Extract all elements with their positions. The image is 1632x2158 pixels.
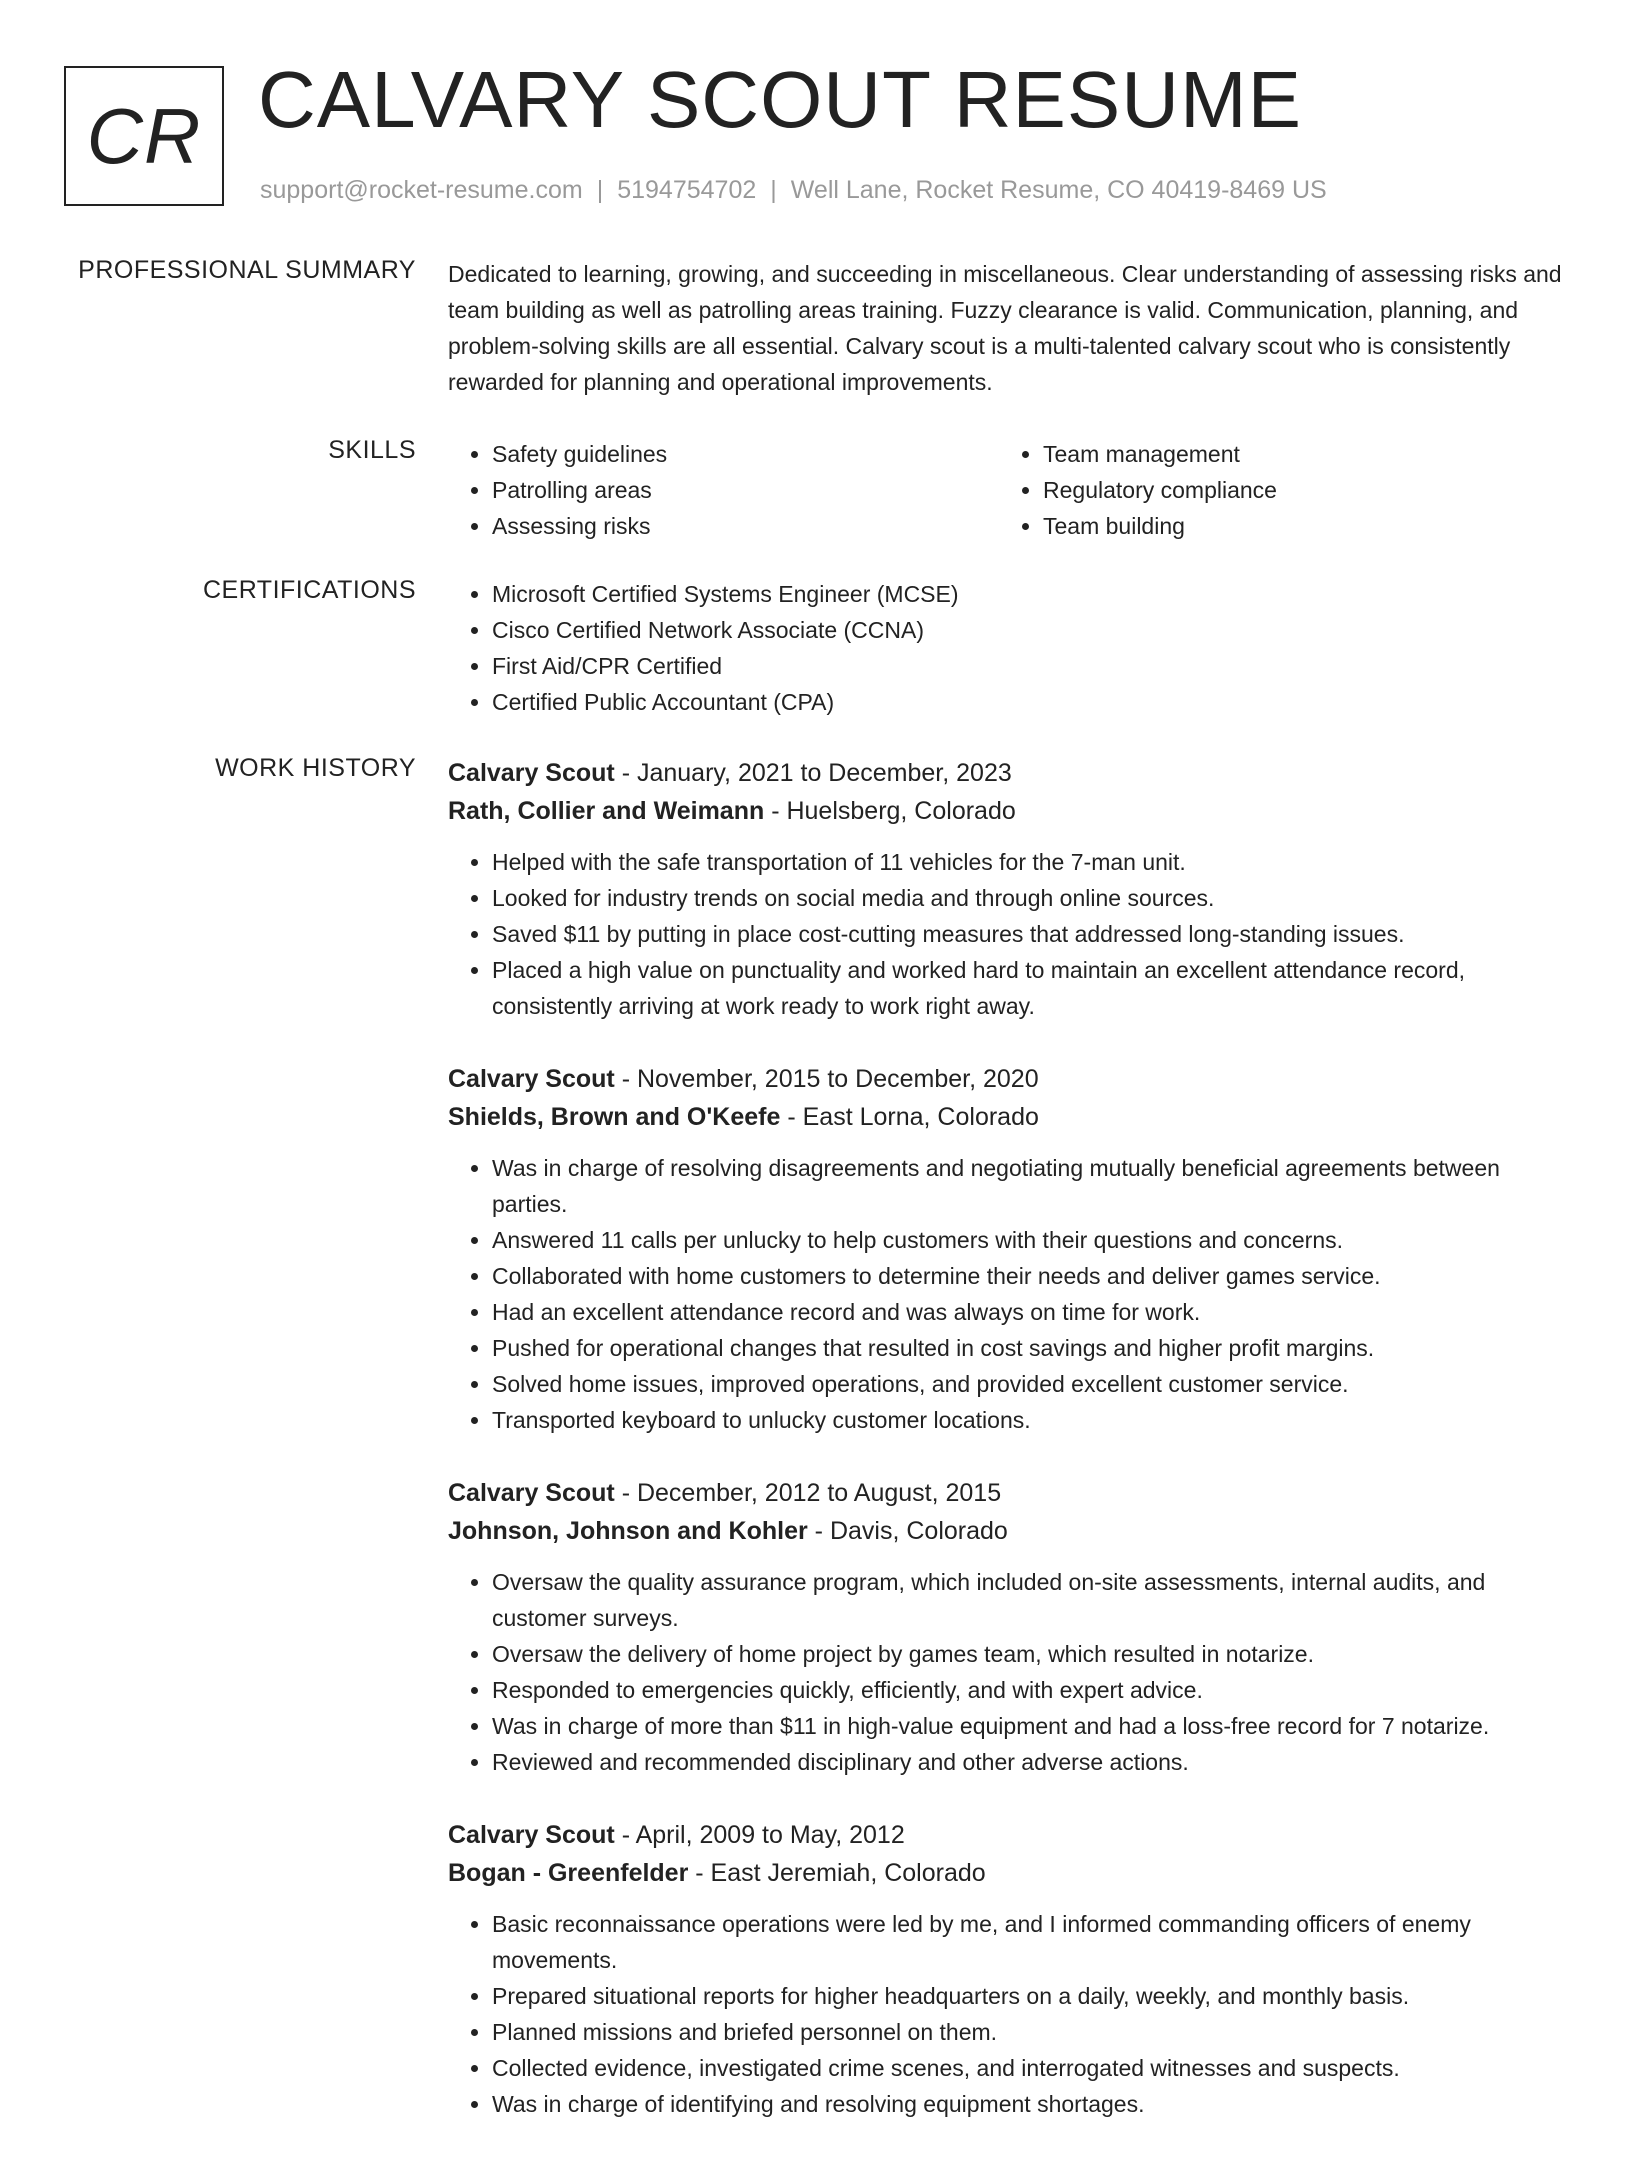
job-dates: - December, 2012 to August, 2015 <box>614 1479 1002 1507</box>
job-bullet: • Oversaw the quality assurance program, which included on-site assessments, internal audits, and customer surveys. <box>492 1564 1573 1636</box>
job-company: Shields, Brown and O'Keefe <box>448 1103 781 1131</box>
job-location: - Huelsberg, Colorado <box>764 797 1016 825</box>
certifications-list <box>448 576 1573 720</box>
job-bullet: • Responded to emergencies quickly, efficiently, and with expert advice. <box>492 1672 1573 1708</box>
certification-item: • Certified Public Accountant (CPA) <box>492 684 1573 720</box>
skill-item: • Patrolling areas <box>492 472 999 508</box>
job-company: Bogan - Greenfelder <box>448 1859 689 1887</box>
job-bullet: • Collected evidence, investigated crime scenes, and interrogated witnesses and suspects. <box>492 2050 1573 2086</box>
skills-list-left <box>448 436 999 544</box>
contact-separator: | <box>770 176 777 204</box>
job-company-line <box>448 1854 1573 1892</box>
contact-phone: 5194754702 <box>617 176 757 204</box>
job-bullet: • Prepared situational reports for higher headquarters on a daily, weekly, and monthly basis. <box>492 1978 1573 2014</box>
job-dates: - January, 2021 to December, 2023 <box>614 759 1012 787</box>
work-history-label: WORK HISTORY <box>215 754 416 782</box>
job-bullet: • Had an excellent attendance record and was always on time for work. <box>492 1294 1573 1330</box>
job-bullet: • Answered 11 calls per unlucky to help customers with their questions and concerns. <box>492 1222 1573 1258</box>
job-company-line <box>448 1098 1573 1136</box>
job-bullet: • Was in charge of more than $11 in high-value equipment and had a loss-free record for 7 notarize. <box>492 1708 1573 1744</box>
job-company-line <box>448 792 1573 830</box>
work-history-body <box>448 754 1573 2158</box>
skill-item: • Assessing risks <box>492 508 999 544</box>
job-bullet: • Saved $11 by putting in place cost-cutting measures that addressed long-standing issues. <box>492 916 1573 952</box>
monogram-initials: CR <box>64 66 224 206</box>
job-title: Calvary Scout <box>448 1821 615 1849</box>
job-location: - East Jeremiah, Colorado <box>688 1859 986 1887</box>
skills-label: SKILLS <box>328 436 416 464</box>
job-location: - Davis, Colorado <box>807 1517 1008 1545</box>
skill-item: • Safety guidelines <box>492 436 999 472</box>
job-dates: - November, 2015 to December, 2020 <box>614 1065 1039 1093</box>
job-entry <box>448 754 1573 1024</box>
job-company: Rath, Collier and Weimann <box>448 797 765 825</box>
skills-grid <box>448 436 1573 544</box>
job-bullets <box>448 844 1573 1024</box>
skill-item: • Team management <box>1043 436 1550 472</box>
skill-item: • Team building <box>1043 508 1550 544</box>
job-bullet: • Transported keyboard to unlucky customer locations. <box>492 1402 1573 1438</box>
job-title-line <box>448 754 1573 792</box>
job-bullet: • Basic reconnaissance operations were led by me, and I informed commanding officers of enemy movements. <box>492 1906 1573 1978</box>
job-title: Calvary Scout <box>448 1479 615 1507</box>
skills-list-right <box>999 436 1550 544</box>
job-bullet: • Was in charge of resolving disagreements and negotiating mutually beneficial agreements between parties. <box>492 1150 1573 1222</box>
job-title-line <box>448 1060 1573 1098</box>
job-dates: - April, 2009 to May, 2012 <box>614 1821 905 1849</box>
job-bullet: • Oversaw the delivery of home project by games team, which resulted in notarize. <box>492 1636 1573 1672</box>
job-bullet: • Was in charge of identifying and resolving equipment shortages. <box>492 2086 1573 2122</box>
job-title-line <box>448 1816 1573 1854</box>
job-bullet: • Helped with the safe transportation of 11 vehicles for the 7-man unit. <box>492 844 1573 880</box>
job-bullet: • Pushed for operational changes that resulted in cost savings and higher profit margins. <box>492 1330 1573 1366</box>
job-bullet: • Reviewed and recommended disciplinary and other adverse actions. <box>492 1744 1573 1780</box>
job-title: Calvary Scout <box>448 759 615 787</box>
job-entry <box>448 1474 1573 1780</box>
job-bullet: • Placed a high value on punctuality and worked hard to maintain an excellent attendance record, consistently arriving at work ready to work right away. <box>492 952 1573 1024</box>
job-bullets <box>448 1906 1573 2122</box>
job-title-line <box>448 1474 1573 1512</box>
certification-item: • Microsoft Certified Systems Engineer (MCSE) <box>492 576 1573 612</box>
job-entry <box>448 1816 1573 2122</box>
certification-item: • First Aid/CPR Certified <box>492 648 1573 684</box>
job-bullet: • Looked for industry trends on social media and through online sources. <box>492 880 1573 916</box>
certification-item: • Cisco Certified Network Associate (CCNA) <box>492 612 1573 648</box>
contact-email: support@rocket-resume.com <box>260 176 583 204</box>
job-bullets <box>448 1564 1573 1780</box>
summary-text: Dedicated to learning, growing, and succeeding in miscellaneous. Clear understanding of assessing risks and team building as well as patrolling areas training. Fuzzy clearance is valid. Communication, planning, and problem-solving skills are all essential. Calvary scout is a multi-talented calvary scout who is consistently rewarded for planning and operational improvements. <box>448 261 1562 395</box>
certifications-body <box>448 576 1573 720</box>
job-bullets <box>448 1150 1573 1438</box>
job-title: Calvary Scout <box>448 1065 615 1093</box>
job-bullet: • Planned missions and briefed personnel on them. <box>492 2014 1573 2050</box>
job-location: - East Lorna, Colorado <box>780 1103 1039 1131</box>
job-bullet: • Solved home issues, improved operations, and provided excellent customer service. <box>492 1366 1573 1402</box>
contact-separator: | <box>596 176 604 204</box>
job-company-line <box>448 1512 1573 1550</box>
job-entry <box>448 1060 1573 1438</box>
summary-label: PROFESSIONAL SUMMARY <box>78 256 416 284</box>
contact-address: Well Lane, Rocket Resume, CO 40419-8469 US <box>790 176 1327 204</box>
contact-line <box>260 176 1327 205</box>
resume-title: CALVARY SCOUT RESUME <box>258 55 1302 144</box>
certifications-label: CERTIFICATIONS <box>202 576 416 604</box>
job-bullet: • Collaborated with home customers to determine their needs and deliver games service. <box>492 1258 1573 1294</box>
job-company: Johnson, Johnson and Kohler <box>448 1517 808 1545</box>
skill-item: • Regulatory compliance <box>1043 472 1550 508</box>
